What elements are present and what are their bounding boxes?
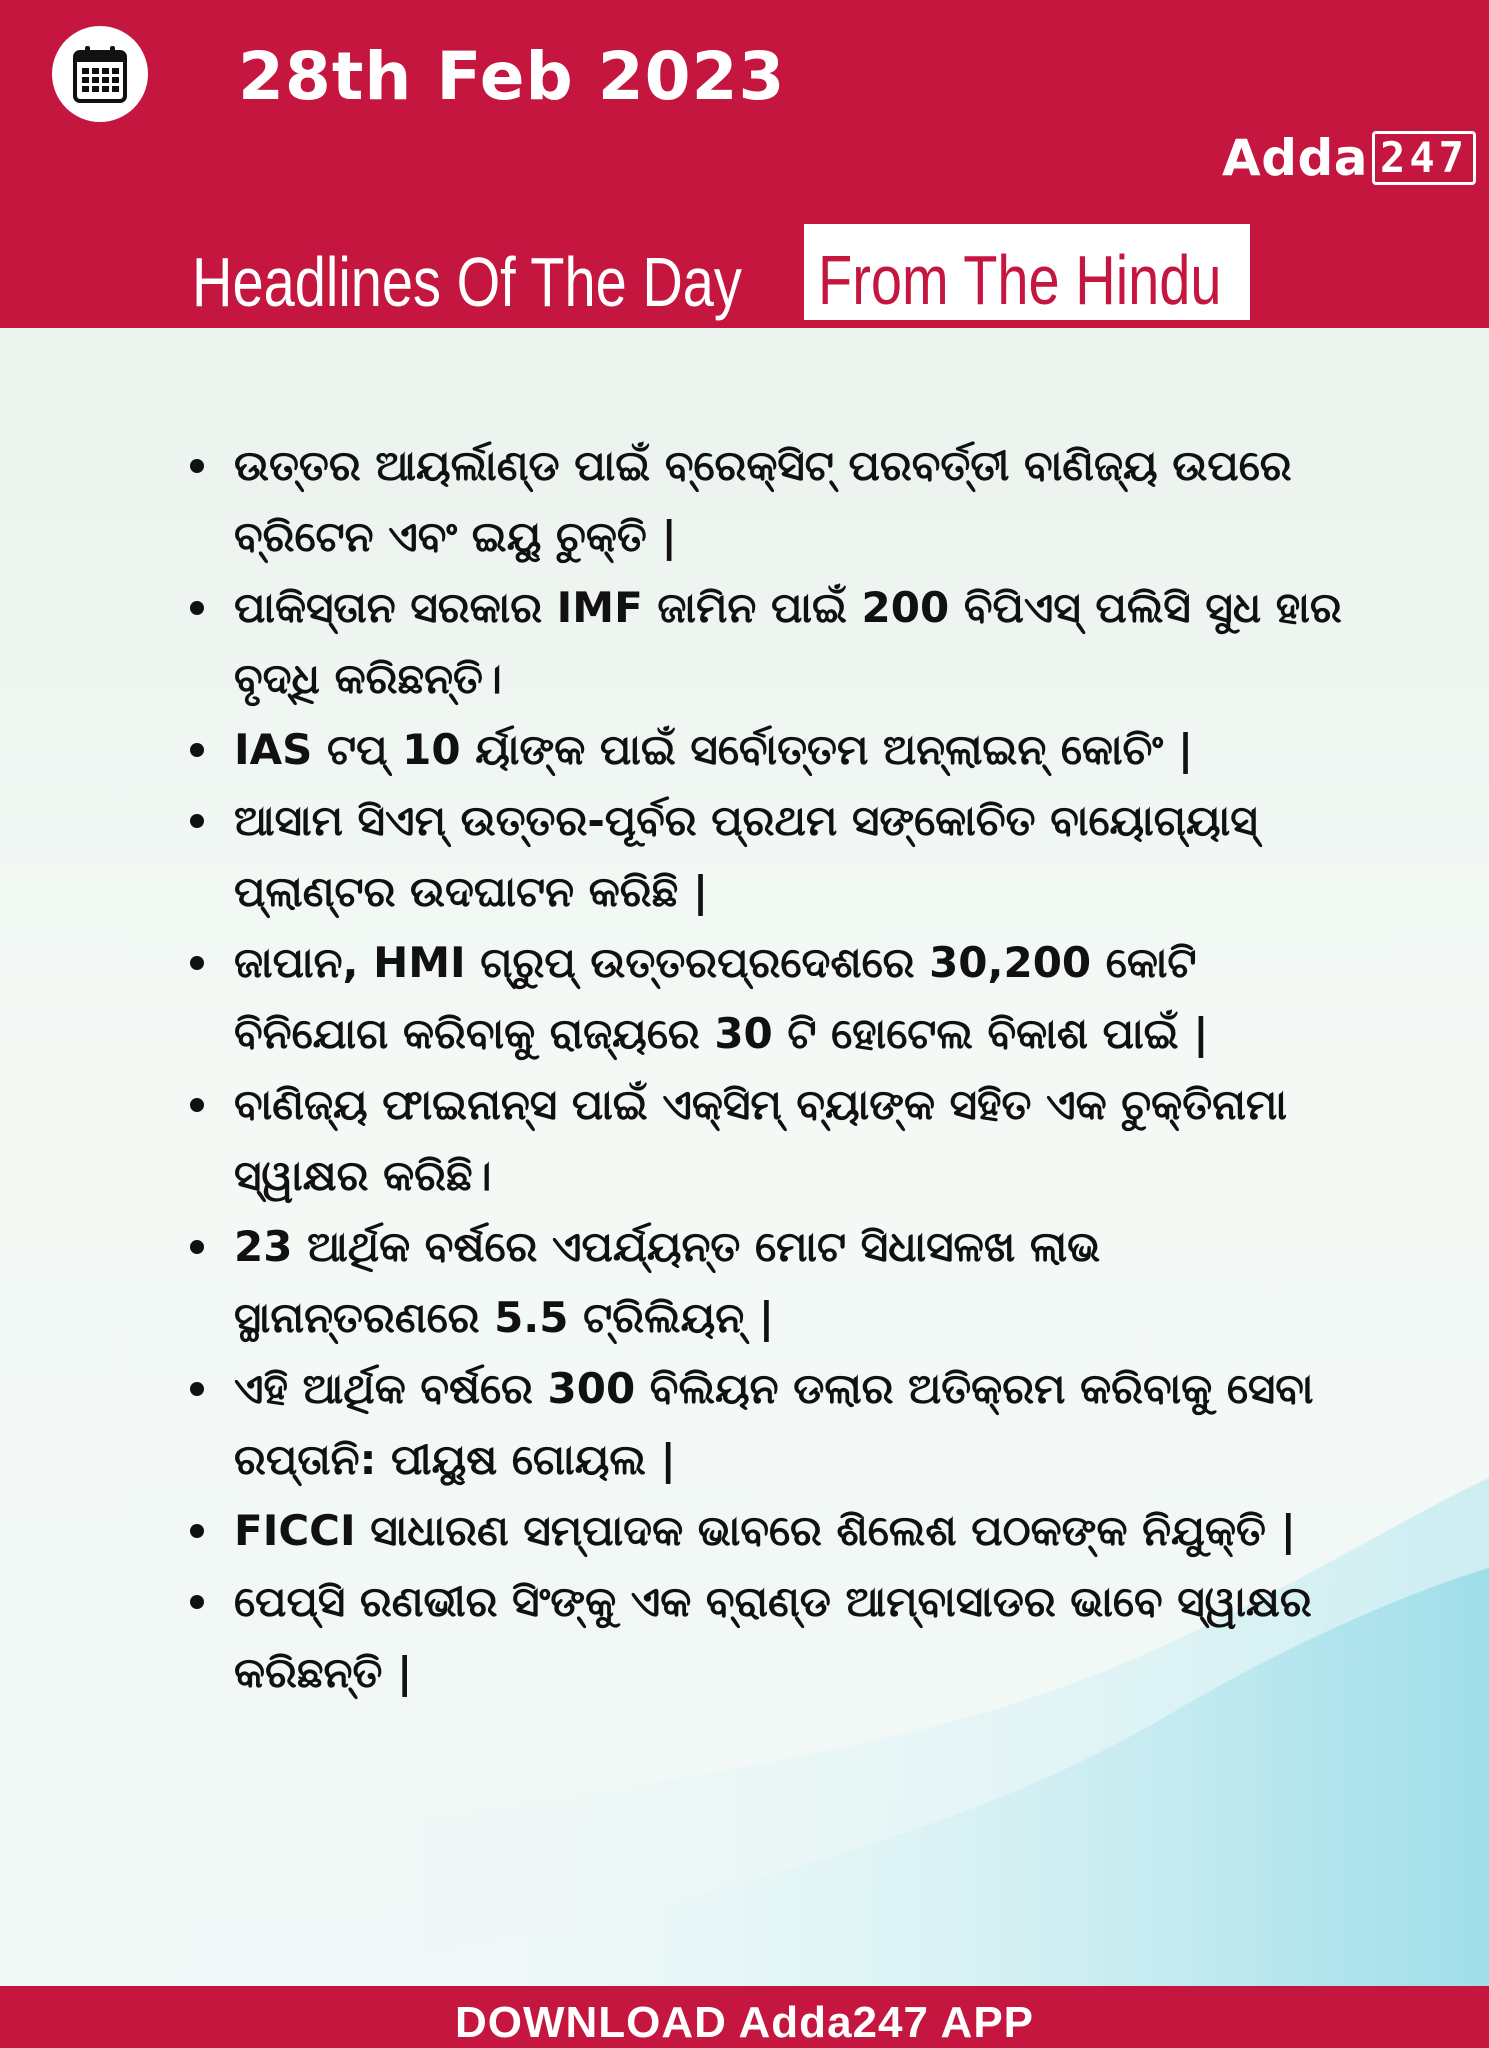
list-item — [186, 1566, 1356, 1708]
bullet-icon — [190, 1098, 204, 1112]
source-badge — [804, 224, 1250, 320]
headline-list — [186, 430, 1356, 1708]
list-item — [186, 1069, 1356, 1211]
headline-text: ଏହି ଆର୍ଥିକ ବର୍ଷରେ 300 ବିଲିୟନ ଡଲାର ଅତିକ୍ରମ କରିବାକୁ ସେବା ରପ୍ତାନି: ପୀୟୁଷ ଗୋୟଲ | — [234, 1364, 1314, 1484]
list-item — [186, 714, 1356, 785]
headline-text: ଆସାମ ସିଏମ୍ ଉତ୍ତର-ପୂର୍ବର ପ୍ରଥମ ସଙ୍କୋଚିତ ବାୟୋଗ୍ୟାସ୍ ପ୍ଲାଣ୍ଟର ଉଦଘାଟନ କରିଛି | — [234, 796, 1258, 916]
headlines-label: Headlines Of The Day — [192, 243, 742, 321]
bullet-icon — [190, 601, 204, 615]
bullet-icon — [190, 1382, 204, 1396]
bullet-icon — [190, 743, 204, 757]
bullet-icon — [190, 1524, 204, 1538]
list-item — [186, 1211, 1356, 1353]
header-banner — [0, 0, 1489, 328]
bullet-icon — [190, 1595, 204, 1609]
bullet-icon — [190, 1240, 204, 1254]
headline-text: ପାକିସ୍ତାନ ସରକାର IMF ଜାମିନ ପାଇଁ 200 ବିପିଏସ୍ ପଲିସି ସୁଧ ହାର ବୃଦ୍ଧି କରିଛନ୍ତି। — [234, 583, 1342, 703]
list-item — [186, 1353, 1356, 1495]
logo-text: Adda — [1222, 129, 1369, 187]
date-heading: 28th Feb 2023 — [238, 38, 786, 115]
headlines-panel — [0, 328, 1489, 1986]
list-item — [186, 1495, 1356, 1566]
logo-number: 247 — [1372, 131, 1476, 185]
download-app-banner[interactable] — [0, 1986, 1489, 2048]
calendar-badge — [52, 26, 148, 122]
download-app-link[interactable]: DOWNLOAD Adda247 APP — [454, 1998, 1035, 2047]
bullet-icon — [190, 459, 204, 473]
adda247-logo — [1222, 128, 1476, 188]
list-item — [186, 572, 1356, 714]
bullet-icon — [190, 814, 204, 828]
bullet-icon — [190, 956, 204, 970]
list-item — [186, 785, 1356, 927]
list-item — [186, 430, 1356, 572]
headline-text: ବାଣିଜ୍ୟ ଫାଇନାନ୍ସ ପାଇଁ ଏକ୍ସିମ୍ ବ୍ୟାଙ୍କ ସହିତ ଏକ ଚୁକ୍ତିନାମା ସ୍ୱାକ୍ଷର କରିଛି। — [234, 1080, 1287, 1200]
headline-text: ପେପ୍ସି ରଣଭୀର ସିଂଙ୍କୁ ଏକ ବ୍ରାଣ୍ଡ ଆମ୍ବାସାଡର ଭାବେ ସ୍ୱାକ୍ଷର କରିଛନ୍ତି | — [234, 1577, 1312, 1697]
source-label: From The Hindu — [818, 241, 1222, 319]
headline-text: 23 ଆର୍ଥିକ ବର୍ଷରେ ଏପର୍ଯ୍ୟନ୍ତ ମୋଟ ସିଧାସଳଖ ଲାଭ ସ୍ଥାନାନ୍ତରଣରେ 5.5 ଟ୍ରିଲିୟନ୍ | — [234, 1222, 1101, 1342]
headline-text: FICCI ସାଧାରଣ ସମ୍ପାଦକ ଭାବରେ ଶିଲେଶ ପଠକଙ୍କ ନିଯୁକ୍ତି | — [234, 1506, 1296, 1555]
headline-text: IAS ଟପ୍ 10 ର୍ୟାଙ୍କ ପାଇଁ ସର୍ବୋତ୍ତମ ଅନ୍ଲାଇନ୍ କୋଚିଂ | — [234, 725, 1194, 774]
calendar-icon — [72, 44, 128, 104]
headline-text: ଜାପାନ, HMI ଗ୍ରୁପ୍ ଉତ୍ତରପ୍ରଦେଶରେ 30,200 କୋଟି ବିନିଯୋଗ କରିବାକୁ ରାଜ୍ୟରେ 30 ଟି ହୋଟେଲ ବିକାଶ ପାଇଁ | — [234, 938, 1209, 1058]
headline-text: ଉତ୍ତର ଆୟର୍ଲାଣ୍ଡ ପାଇଁ ବ୍ରେକ୍ସିଟ୍ ପରବର୍ତ୍ତୀ ବାଣିଜ୍ୟ ଉପରେ ବ୍ରିଟେନ ଏବଂ ଇୟୁ ଚୁକ୍ତି | — [234, 441, 1292, 561]
list-item — [186, 927, 1356, 1069]
